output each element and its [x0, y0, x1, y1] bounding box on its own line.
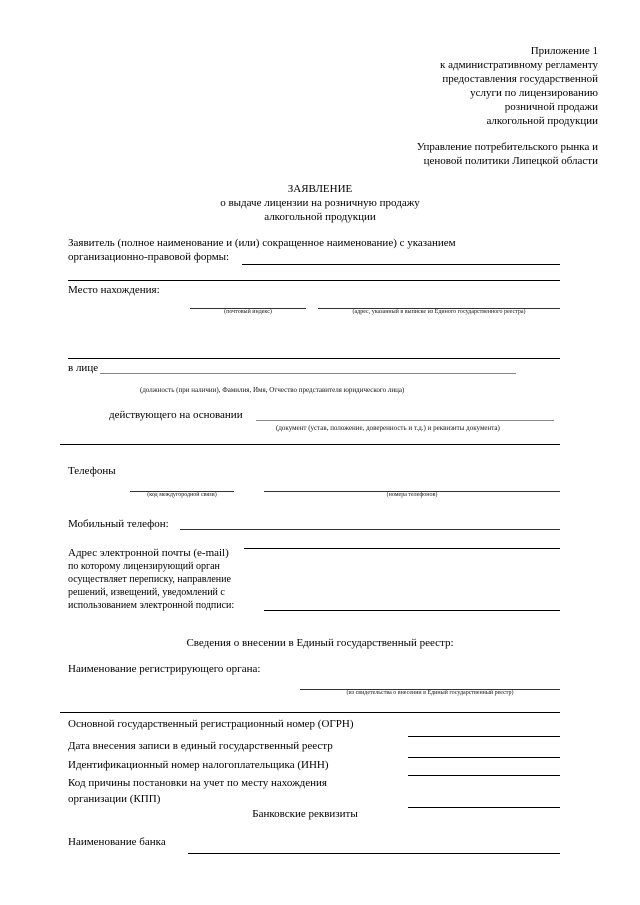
bank-name-label: Наименование банка: [68, 836, 166, 848]
recipient-line-1: Управление потребительского рынка и: [416, 141, 598, 153]
address-hint: (адрес, указанный в выписке из Единого государственного реестра): [352, 309, 526, 315]
document-subtitle-2: алкогольной продукции: [264, 211, 376, 223]
inn-field[interactable]: [408, 775, 560, 776]
ogrn-label: Основной государственный регистрационный номер (ОГРН): [68, 718, 354, 730]
bank-name-field[interactable]: [188, 853, 560, 854]
email-desc-line-3: решений, извещений, уведомлений с: [68, 587, 225, 598]
appendix-line-6: алкогольной продукции: [486, 115, 598, 127]
mobile-label: Мобильный телефон:: [68, 518, 169, 530]
inn-label: Идентификационный номер налогоплательщика (ИНН): [68, 759, 329, 771]
recipient-line-2: ценовой политики Липецкой области: [423, 155, 598, 167]
bank-heading: Банковские реквизиты: [252, 808, 358, 820]
applicant-field-line-1[interactable]: [242, 264, 560, 265]
applicant-field-line-2[interactable]: [68, 280, 560, 281]
representative-bottom-line: [60, 444, 560, 445]
basis-field[interactable]: [256, 420, 554, 421]
document-title: ЗАЯВЛЕНИЕ: [287, 183, 353, 195]
email-top-line: [244, 548, 560, 549]
ogrn-field[interactable]: [408, 736, 560, 737]
email-desc-line-4: использованием электронной подписи:: [68, 600, 235, 611]
registry-heading: Сведения о внесении в Единый государственный реестр:: [186, 637, 454, 649]
representative-label: в лице: [68, 362, 99, 374]
kpp-label-line-2: организации (КПП): [68, 793, 161, 805]
appendix-line-3: предоставления государственной: [442, 73, 598, 85]
appendix-line-4: услуги по лицензированию: [470, 87, 598, 99]
location-bottom-line[interactable]: [68, 358, 560, 359]
phone-code-hint: (код междугородной связи): [147, 492, 217, 498]
location-label: Место нахождения:: [68, 284, 160, 296]
representative-name-field[interactable]: [100, 373, 516, 374]
postal-code-hint: (почтовый индекс): [224, 309, 272, 315]
phone-number-hint: (номера телефонов): [386, 492, 438, 498]
authority-hint: (из свидетельства о внесении в Единый государственный реестр): [346, 690, 514, 696]
appendix-line-1: Приложение 1: [530, 45, 598, 57]
registry-date-field[interactable]: [408, 757, 560, 758]
representative-name-hint: (должность (при наличии), Фамилия, Имя, Отчество представителя юридического лица): [140, 386, 405, 394]
basis-hint: (документ (устав, положение, доверенность и т.д.) и реквизиты документа): [276, 424, 500, 432]
appendix-line-2: к административному регламенту: [440, 59, 598, 71]
registry-date-label: Дата внесения записи в единый государственный реестр: [68, 740, 333, 752]
email-desc-line-2: осуществляет переписку, направление: [68, 574, 231, 585]
email-desc-line-1: по которому лицензирующий орган: [68, 561, 220, 572]
phones-label: Телефоны: [68, 465, 116, 477]
email-field[interactable]: [264, 610, 560, 611]
email-label: Адрес электронной почты (e-mail): [68, 547, 229, 559]
basis-label: действующего на основании: [109, 409, 243, 421]
authority-label: Наименование регистрирующего органа:: [68, 663, 261, 675]
appendix-line-5: розничной продажи: [504, 101, 598, 113]
mobile-field[interactable]: [180, 529, 560, 530]
document-subtitle-1: о выдаче лицензии на розничную продажу: [220, 197, 420, 209]
applicant-label-line-2: организационно-правовой формы:: [68, 251, 230, 263]
applicant-label-line-1: Заявитель (полное наименование и (или) сокращенное наименование) с указанием: [68, 237, 456, 249]
registry-divider: [60, 712, 560, 713]
kpp-label-line-1: Код причины постановки на учет по месту нахождения: [68, 777, 327, 789]
